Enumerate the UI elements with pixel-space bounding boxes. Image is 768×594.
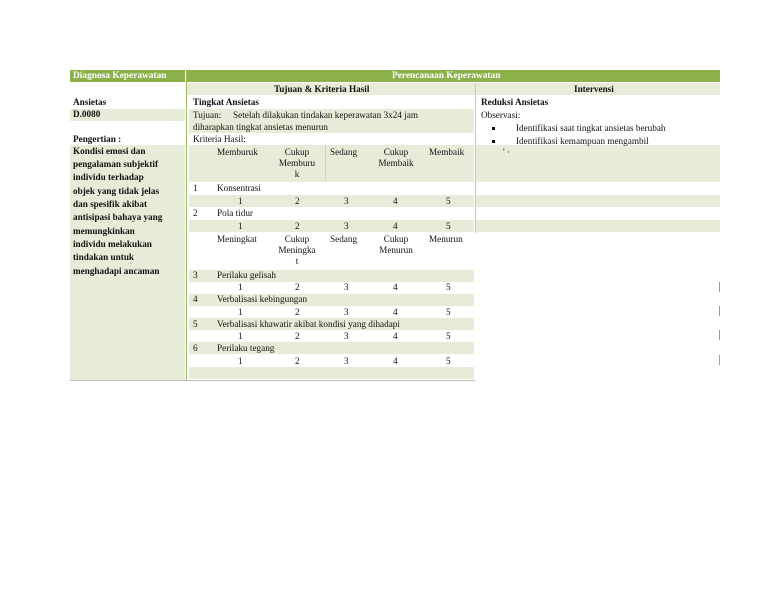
scale1-col4-l1: Cukup: [383, 147, 409, 157]
scale1-col2-l3: k: [294, 169, 300, 179]
definition-line: objek yang tidak jelas: [73, 186, 160, 196]
scale1-col2-l1: Cukup: [284, 147, 310, 157]
header-intervensi: Intervensi: [574, 84, 614, 94]
score-5: 5: [446, 356, 451, 366]
score1-band: [189, 195, 474, 207]
score-4: 4: [393, 282, 398, 292]
right-band-1: [476, 145, 720, 182]
criteria-label: Verbalisasi kebingungan: [217, 294, 308, 304]
diagnosis-name: Ansietas: [73, 97, 107, 107]
score-4: 4: [393, 221, 398, 231]
definition-line: antisipasi bahaya yang: [73, 212, 163, 222]
definition-line: individu terhadap: [73, 172, 144, 182]
diagnosis-code: D.0080: [73, 109, 101, 119]
score-2: 2: [295, 331, 300, 341]
definition-line: individu melakukan: [73, 239, 152, 249]
score-1: 1: [238, 196, 243, 206]
score-3: 3: [344, 196, 349, 206]
definition-line: tindakan untuk: [73, 252, 135, 262]
scale2-col2-l1: Cukup: [284, 234, 310, 244]
outcome-title: Tingkat Ansietas: [193, 97, 259, 107]
score-4: 4: [393, 307, 398, 317]
col-divider-left: [186, 70, 187, 380]
score-5: 5: [446, 221, 451, 231]
criteria-label: Perilaku tegang: [217, 343, 275, 353]
score-3: 3: [344, 331, 349, 341]
header-perencanaan: [187, 70, 720, 82]
criteria-number: 3: [193, 270, 198, 280]
observasi-label: Observasi:: [481, 110, 521, 120]
scale1-col1: Memburuk: [217, 147, 258, 157]
score-1: 1: [238, 307, 243, 317]
right-edge-mark-4: [719, 355, 720, 365]
score2-band: [189, 220, 474, 232]
header-diagnosa-label: Diagnosa Keperawatan: [73, 71, 167, 81]
score-2: 2: [295, 196, 300, 206]
intervention-item-fragment: ' ·: [503, 147, 511, 157]
score-4: 4: [393, 356, 398, 366]
scale2-col2-l3: t: [295, 256, 299, 266]
scale1-col2-l2: Memburu: [278, 158, 316, 168]
bottom-band: [189, 367, 474, 379]
intervention-title: Reduksi Ansietas: [481, 97, 549, 107]
subheader-band: [187, 83, 720, 95]
tujuan-text-1: Setelah dilakukan tindakan keperawatan 3x24 jam: [233, 110, 418, 120]
definition-line: menghadapi ancaman: [73, 266, 160, 276]
right-band-3: [476, 220, 720, 232]
scale2-col1: Meningkat: [217, 234, 257, 244]
bullet-icon: [492, 140, 495, 143]
definition-line: pengalaman subjektif: [73, 159, 158, 169]
right-edge-mark-2: [719, 306, 720, 316]
score-5: 5: [446, 307, 451, 317]
scale2-col3: Sedang: [330, 234, 358, 244]
intervention-item: Identifikasi saat tingkat ansietas berubah: [516, 123, 666, 133]
score-1: 1: [238, 356, 243, 366]
scale2-col2-l2: Meningka: [278, 245, 316, 255]
definition-line: memungkinkan: [73, 226, 135, 236]
scale1-col4-l2: Membaik: [378, 158, 414, 168]
criteria-label: Konsentrasi: [217, 183, 261, 193]
scale2-col4-l1: Cukup: [383, 234, 409, 244]
score-3: 3: [344, 221, 349, 231]
score-5: 5: [446, 196, 451, 206]
header-diagnosa: [70, 70, 185, 82]
intervention-item: Identifikasi kemampuan mengambil: [516, 136, 649, 146]
scale-divider: [325, 145, 326, 182]
header-perencanaan-label: Perencanaan Keperawatan: [392, 71, 501, 81]
score-5: 5: [446, 282, 451, 292]
score-4: 4: [393, 331, 398, 341]
definition-line: Kondisi emosi dan: [73, 146, 146, 156]
criteria-number: 6: [193, 343, 198, 353]
scale1-col5: Membaik: [429, 147, 465, 157]
score-4: 4: [393, 196, 398, 206]
criteria-label: Perilaku gelisah: [217, 270, 276, 280]
criteria-label: Verbalisasi khawatir akibat kondisi yang dihadapi: [217, 319, 400, 329]
score-1: 1: [238, 331, 243, 341]
col-divider-mid: [475, 83, 476, 233]
score-5: 5: [446, 331, 451, 341]
criteria-number: 5: [193, 319, 198, 329]
score-3: 3: [344, 282, 349, 292]
bottom-rule: [70, 380, 475, 381]
tujuan-text-2: diharapkan tingkat ansietas menurun: [193, 122, 328, 132]
criteria-number: 4: [193, 294, 198, 304]
pengertian-label: Pengertian :: [73, 134, 122, 144]
scale2-col4-l2: Menurun: [379, 245, 413, 255]
score-3: 3: [344, 356, 349, 366]
scale1-col3: Sedang: [330, 147, 358, 157]
score-1: 1: [238, 221, 243, 231]
score-2: 2: [295, 307, 300, 317]
right-edge-mark-3: [719, 330, 720, 340]
scale2-col5: Menurun: [429, 234, 463, 244]
bullet-icon: [492, 127, 495, 130]
kriteria-label: Kriteria Hasil:: [193, 134, 246, 144]
tujuan-label: Tujuan:: [193, 110, 222, 120]
score-2: 2: [295, 356, 300, 366]
definition-line: dan spesifik akibat: [73, 199, 148, 209]
criteria-number: 2: [193, 208, 198, 218]
criteria-label: Pola tidur: [217, 208, 253, 218]
score-2: 2: [295, 282, 300, 292]
score-1: 1: [238, 282, 243, 292]
score-2: 2: [295, 221, 300, 231]
score-3: 3: [344, 307, 349, 317]
right-edge-mark-1: [719, 282, 720, 292]
header-tujuan-kriteria: Tujuan & Kriteria Hasil: [274, 84, 370, 94]
right-band-2: [476, 195, 720, 207]
criteria-number: 1: [193, 183, 198, 193]
